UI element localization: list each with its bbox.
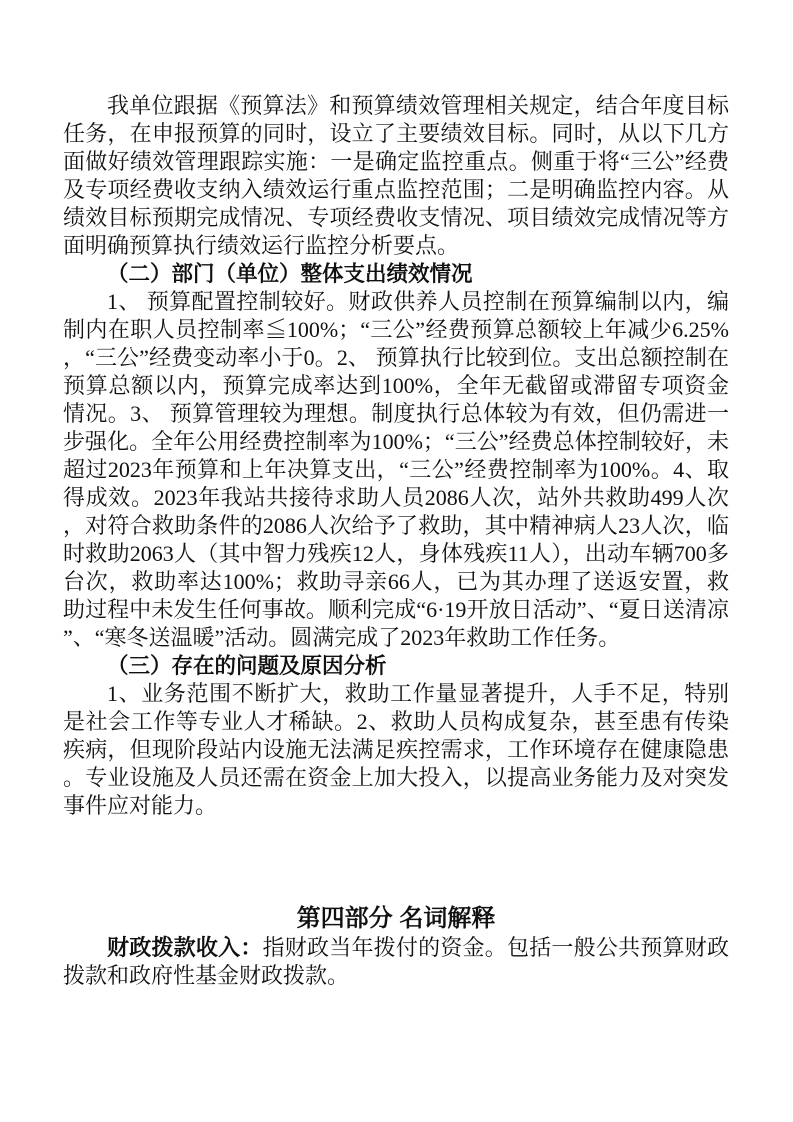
heading-overall-expenditure-performance: （二）部门（单位）整体支出绩效情况 (107, 262, 473, 286)
heading-problems-and-cause-analysis: （三）存在的问题及原因分析 (107, 654, 387, 678)
paragraph-overall-performance-details: 1、 预算配置控制较好。财政供养人员控制在预算编制以内，编制内在职人员控制率≦100%；“三公”经费预算总额较上年减少6.25%，“三公”经费变动率小于0。2、 预算执行比较到位。支出总额控制在预算总额以内，预算完成率达到100%，全年无截留或滞留专项资金情况。3、 预算管理较为理想。制度执行总体较为有效，但仍需进一步强化。全年公用经费控制率为100%；“三公”经费总体控制较好，未超过2023年预算和上年决算支出，“三公”经费控制率为100%。4、取得成效。2023年我站共接待求助人员2086人次，站外共救助499人次，对符合救助条件的2086人次给予了救助，其中精神病人23人次，临时救助2063人（其中智力残疾12人，身体残疾11人），出动车辆700多台次，救助率达100%；救助寻亲66人，已为其办理了送返安置，救助过程中未发生任何事故。顺利完成“6·19开放日活动”、“夏日送清凉”、“寒冬送温暖”活动。圆满完成了2023年救助工作任务。 (63, 289, 729, 650)
definition-body: 指财政当年拨付的资金。包括一般公共预算财政拨款和政府性基金财政拨款。 (63, 935, 729, 988)
document-content (63, 92, 729, 990)
section-title-part-four-glossary: 第四部分 名词解释 (296, 905, 496, 932)
definition-term: 财政拨款收入： (107, 935, 263, 960)
paragraph-problems-details: 1、业务范围不断扩大，救助工作量显著提升，人手不足，特别是社会工作等专业人才稀缺。2、救助人员构成复杂，甚至患有传染疾病，但现阶段站内设施无法满足疾控需求，工作环境存在健康隐患。专业设施及人员还需在资金上加大投入，以提高业务能力及对突发事件应对能力。 (63, 681, 729, 818)
paragraph-performance-tracking: 我单位跟据《预算法》和预算绩效管理相关规定，结合年度目标任务，在申报预算的同时，设立了主要绩效目标。同时，从以下几方面做好绩效管理跟踪实施：一是确定监控重点。侧重于将“三公”经费及专项经费收支纳入绩效运行重点监控范围；二是明确监控内容。从绩效目标预期完成情况、专项经费收支情况、项目绩效完成情况等方面明确预算执行绩效运行监控分析要点。 (63, 93, 729, 258)
paragraph-definition-fiscal-appropriation-income (63, 934, 729, 990)
